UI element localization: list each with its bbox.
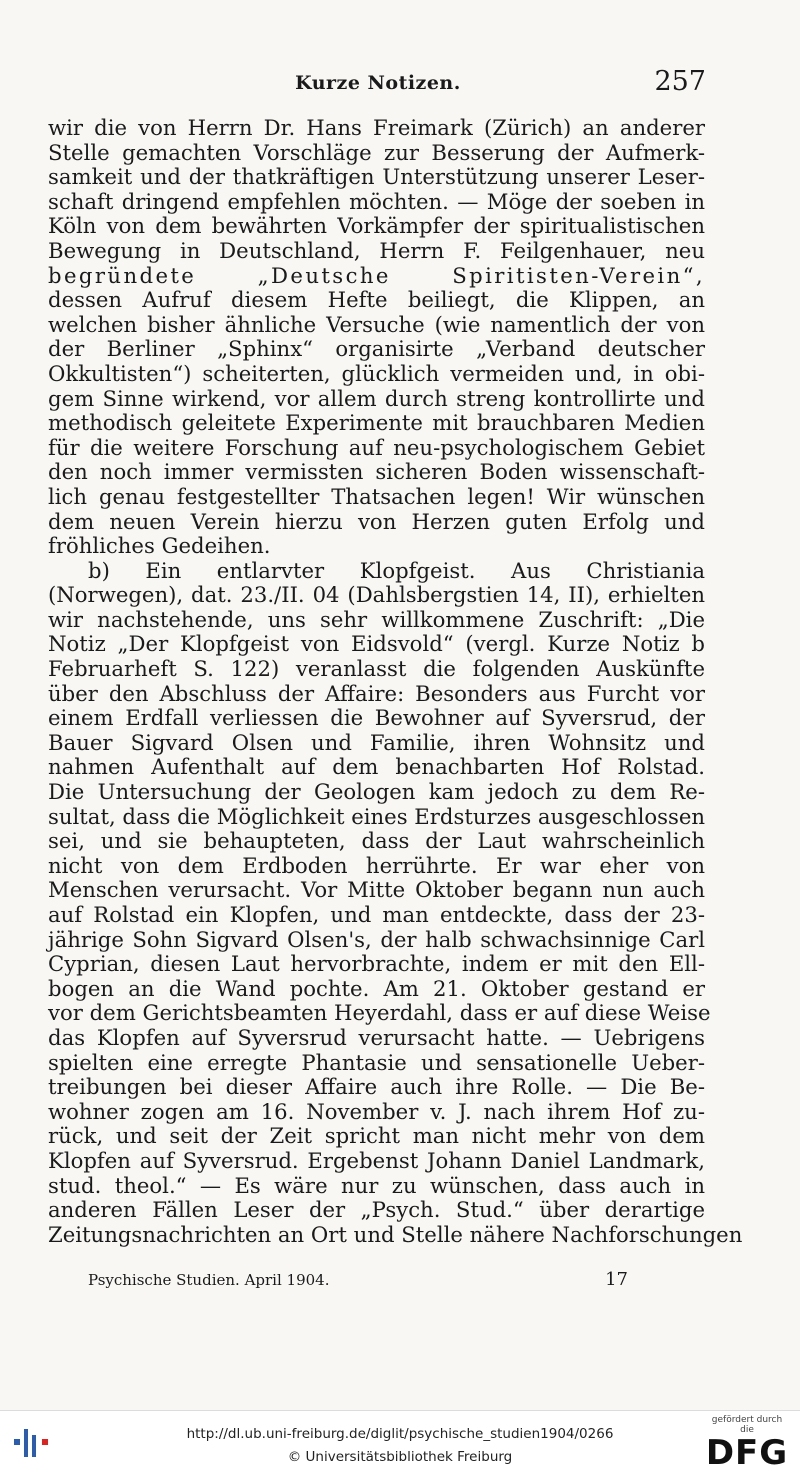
- text-line: Bewegung in Deutschland, Herrn F. Feilgenhauer, neu: [48, 237, 705, 263]
- text-line: Februarheft S. 122) veranlasst die folgenden Auskünfte: [48, 656, 705, 682]
- text-line: welchen bisher ähnliche Versuche (wie namentlich der von: [48, 311, 705, 337]
- text-line: lich genau festgestellter Thatsachen legen! Wir wünschen: [48, 483, 705, 509]
- dfg-logo[interactable]: [704, 1415, 790, 1473]
- text-line: bogen an die Wand pochte. Am 21. Oktober gestand er: [48, 975, 705, 1001]
- text-line: (Norwegen), dat. 23./II. 04 (Dahlsbergstien 14, II), erhielten: [48, 582, 705, 608]
- text-line: b) Ein entlarvter Klopfgeist. Aus Christiania: [88, 557, 705, 583]
- dfg-wordmark: DFG: [705, 1433, 789, 1473]
- text-line: gem Sinne wirkend, vor allem durch streng kontrollirte und: [48, 385, 705, 411]
- page-permalink[interactable]: http://dl.ub.uni-freiburg.de/diglit/psychische_studien1904/0266: [186, 1426, 614, 1442]
- running-title: Kurze Notizen.: [295, 72, 461, 94]
- text-line: fröhliches Gedeihen.: [48, 533, 271, 559]
- text-line: sultat, dass die Möglichkeit eines Erdsturzes ausgeschlossen: [48, 803, 706, 829]
- text-line: samkeit und der thatkräftigen Unterstützung unserer Leser-: [48, 164, 705, 190]
- text-line: schaft dringend empfehlen möchten. — Möge der soeben in: [48, 188, 705, 214]
- text-line: jährige Sohn Sigvard Olsen's, der halb schwachsinnige Carl: [48, 926, 705, 952]
- text-line: einem Erdfall verliessen die Bewohner auf Syversrud, der: [48, 705, 705, 731]
- text-line: Klopfen auf Syversrud. Ergebenst Johann Daniel Landmark,: [48, 1147, 705, 1173]
- text-line: rück, und seit der Zeit spricht man nicht mehr von dem: [48, 1123, 705, 1149]
- text-line: Okkultisten“) scheiterten, glücklich vermeiden und, in obi-: [48, 360, 705, 386]
- text-line: Cyprian, diesen Laut hervorbrachte, indem er mit den Ell-: [48, 951, 705, 977]
- text-line: methodisch geleitete Experimente mit brauchbaren Medien: [48, 410, 705, 436]
- text-line: wir die von Herrn Dr. Hans Freimark (Zürich) an anderer: [48, 115, 705, 140]
- copyright-notice: © Universitätsbibliothek Freiburg: [287, 1449, 513, 1465]
- footer-journal: Psychische Studien. April 1904.: [88, 1271, 330, 1289]
- signature-number: 17: [605, 1269, 628, 1290]
- text-line: Zeitungsnachrichten an Ort und Stelle nähere Nachforschungen: [48, 1221, 743, 1247]
- text-line: wohner zogen am 16. November v. J. nach ihrem Hof zu-: [48, 1098, 705, 1124]
- text-line: Notiz „Der Klopfgeist von Eidsvold“ (vergl. Kurze Notiz b: [48, 631, 705, 657]
- text-line: sei, und sie behaupteten, dass der Laut wahrscheinlich: [48, 828, 705, 854]
- text-line: Stelle gemachten Vorschläge zur Besserung der Aufmerk-: [48, 139, 705, 165]
- text-line: nicht von dem Erdboden herrührte. Er war eher von: [48, 852, 705, 878]
- text-line: auf Rolstad ein Klopfen, und man entdeckte, dass der 23-: [48, 902, 705, 927]
- text-line: vor dem Gerichtsbeamten Heyerdahl, dass er auf diese Weise: [48, 1000, 711, 1026]
- text-line: wir nachstehende, uns sehr willkommene Zuschrift: „Die: [48, 606, 705, 632]
- text-line: dessen Aufruf diesem Hefte beiliegt, die Klippen, an: [48, 287, 705, 313]
- page-body: [48, 115, 743, 1247]
- dfg-funding-note: gefördert durch die: [711, 1415, 783, 1435]
- page-number: 257: [654, 66, 706, 97]
- text-line: stud. theol.“ — Es wäre nur zu wünschen, dass auch in: [48, 1172, 705, 1198]
- text-line: dem neuen Verein hierzu von Herzen guten Erfolg und: [48, 508, 705, 534]
- text-line: für die weitere Forschung auf neu-psychologischem Gebiet: [48, 434, 705, 460]
- text-line: das Klopfen auf Syversrud verursacht hatte. — Uebrigens: [48, 1024, 705, 1050]
- text-line: treibungen bei dieser Affaire auch ihre Rolle. — Die Be-: [48, 1074, 705, 1100]
- text-line: Menschen verursacht. Vor Mitte Oktober begann nun auch: [48, 877, 705, 903]
- page-header: [50, 66, 706, 100]
- text-line: Die Untersuchung der Geologen kam jedoch zu dem Re-: [48, 779, 705, 805]
- text-line: Bauer Sigvard Olsen und Familie, ihren Wohnsitz und: [48, 729, 705, 755]
- text-line: nahmen Aufenthalt auf dem benachbarten Hof Rolstad.: [48, 754, 705, 780]
- text-line: der Berliner „Sphinx“ organisirte „Verband deutscher: [48, 336, 705, 362]
- text-line: Köln von dem bewährten Vorkämpfer der spiritualistischen: [48, 213, 705, 239]
- text-line: spielten eine erregte Phantasie und sensationelle Ueber-: [48, 1049, 705, 1075]
- text-line: begründete „Deutsche Spiritisten-Verein“,: [48, 262, 705, 288]
- text-line: anderen Fällen Leser der „Psych. Stud.“ über derartige: [48, 1197, 705, 1223]
- text-line: über den Abschluss der Affaire: Besonders aus Furcht vor: [48, 680, 705, 706]
- text-line: den noch immer vermissten sicheren Boden wissenschaft-: [48, 459, 705, 485]
- viewer-footer-bar: [0, 1410, 800, 1473]
